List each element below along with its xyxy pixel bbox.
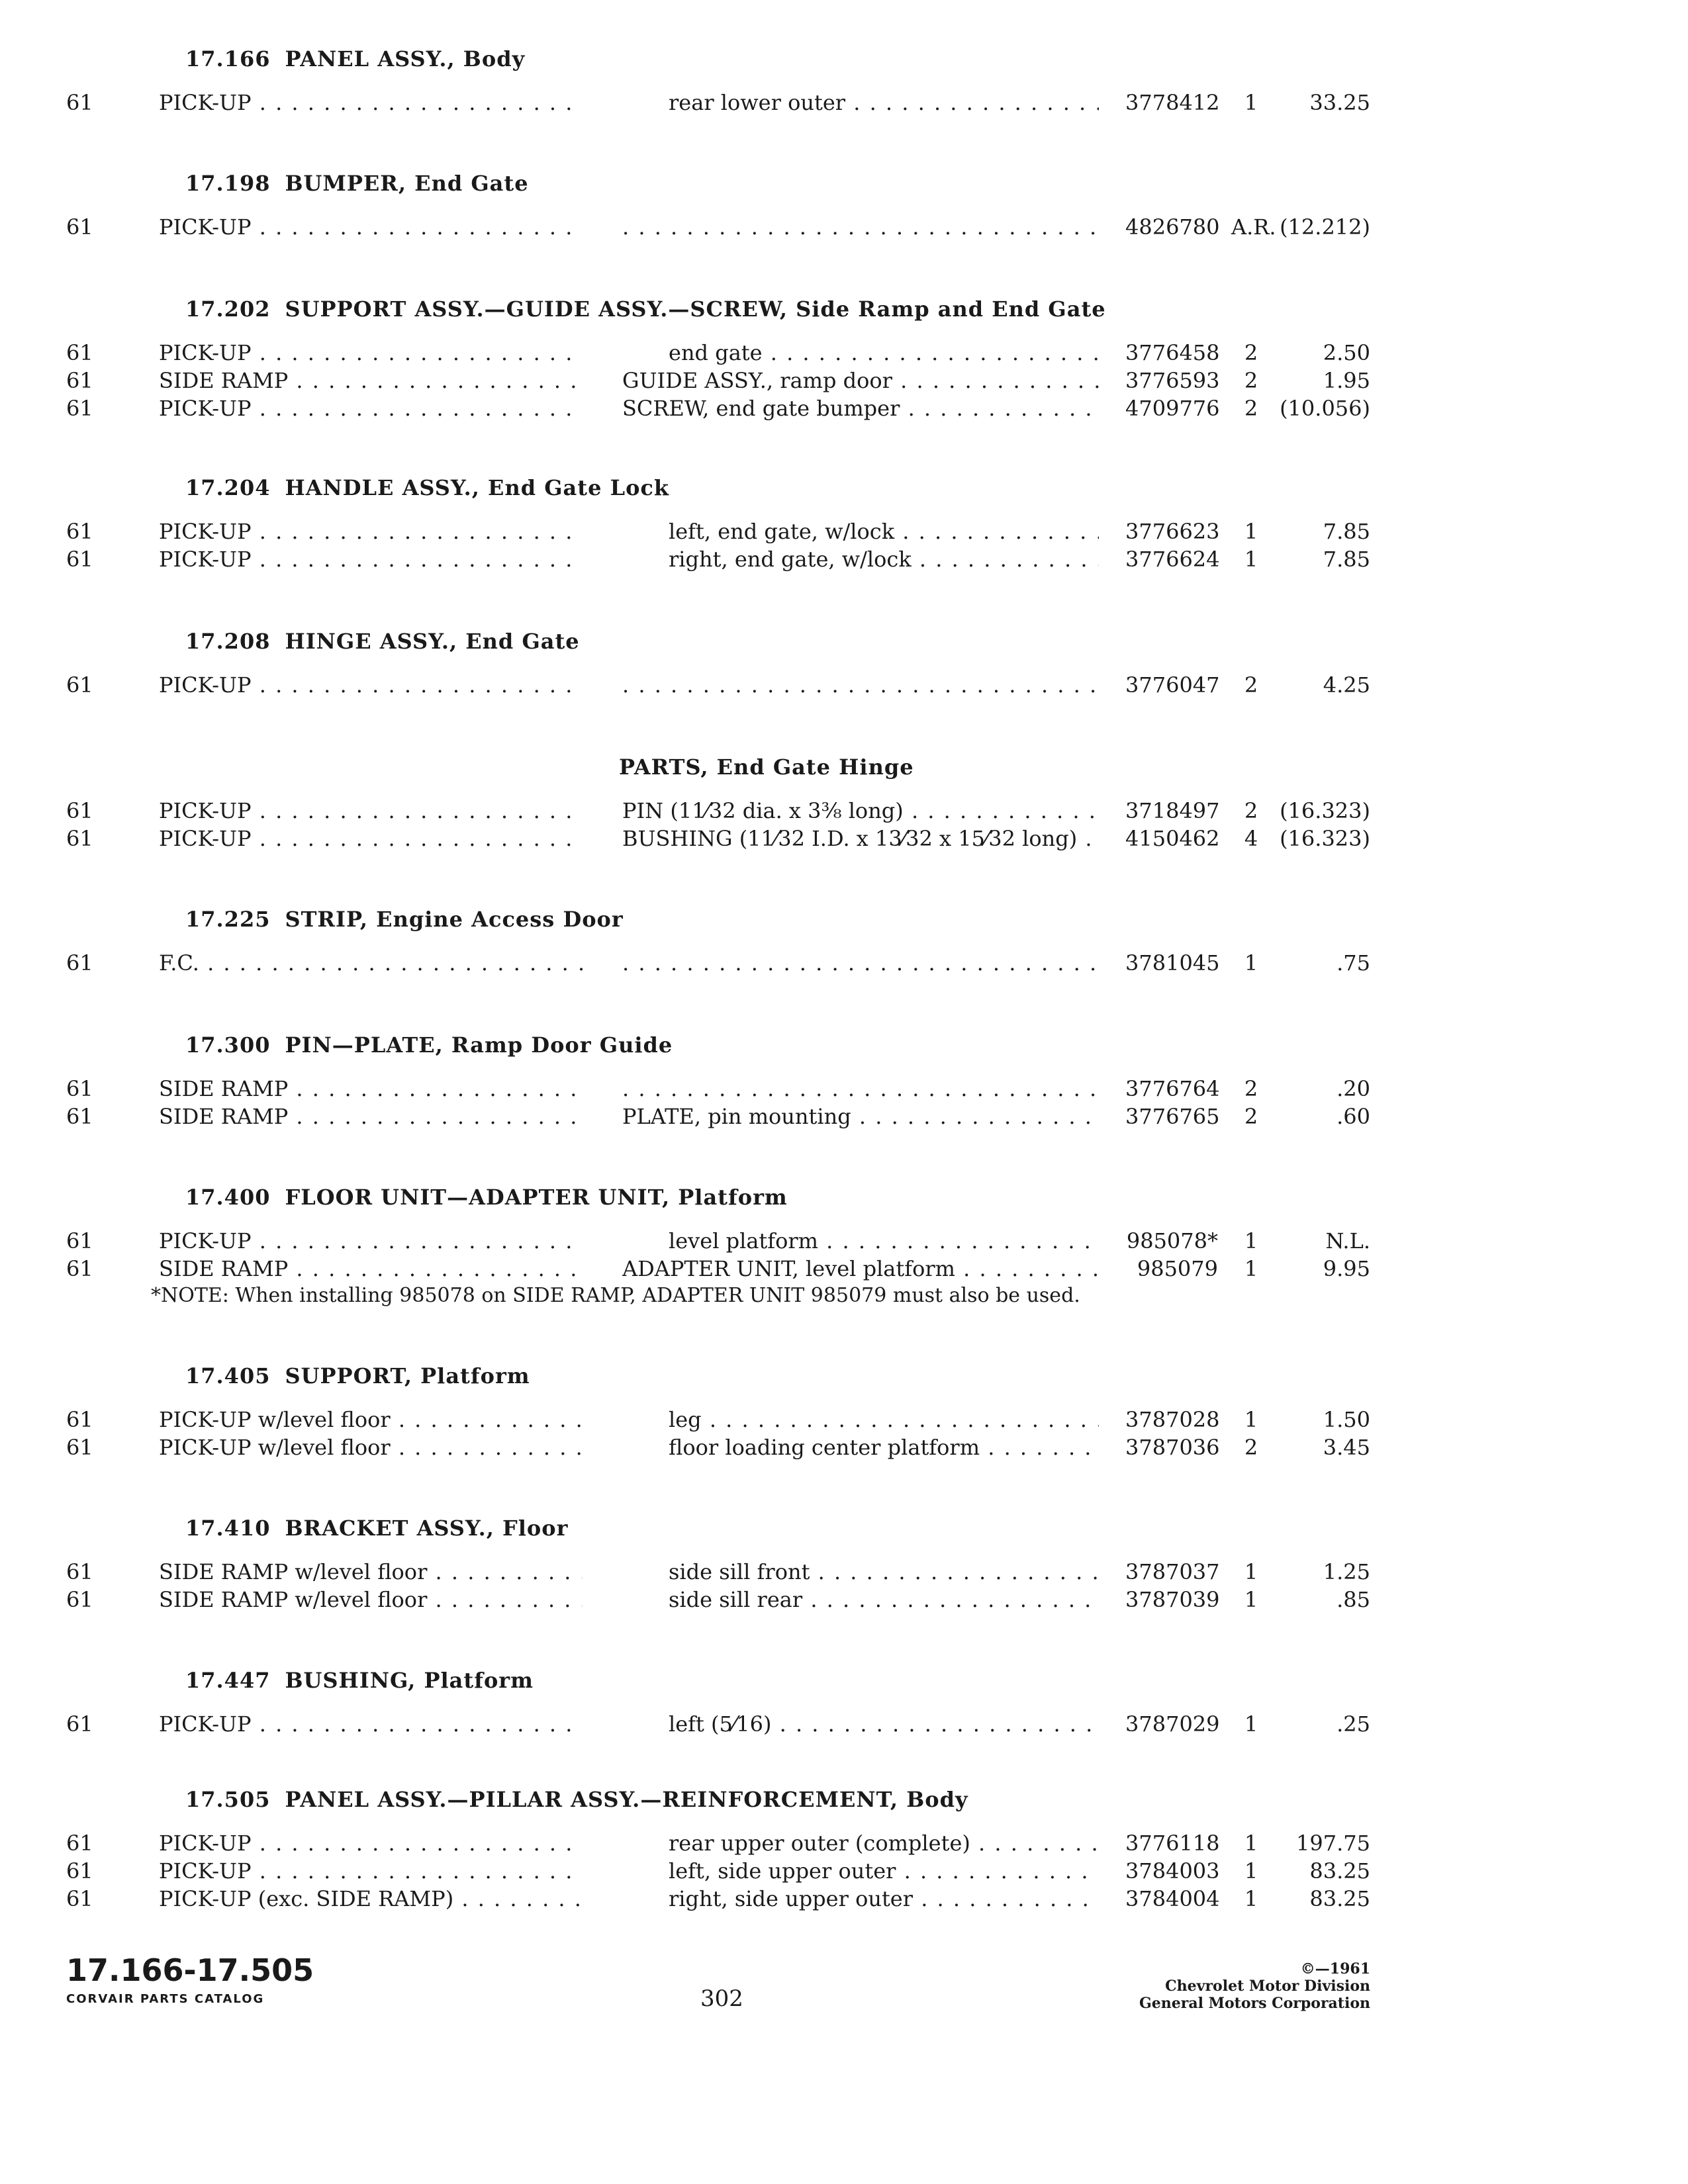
description-cell <box>622 1076 1099 1101</box>
model-cell: PICK-UP . . . <box>159 672 583 698</box>
quantity-cell: 1 <box>1244 950 1258 976</box>
footer-publisher <box>1033 1960 1370 2012</box>
part-number-cell: 3776593 <box>1125 368 1220 393</box>
year-cell: 61 <box>66 1858 93 1884</box>
part-number-cell: 4826780 <box>1125 214 1220 240</box>
description-cell <box>622 950 1099 976</box>
description-cell: BUSHING (11⁄32 I.D. x 13⁄32 x 15⁄32 long) . . . <box>622 826 1099 851</box>
description-cell: leg . . . <box>622 1407 1099 1432</box>
section-heading <box>185 296 1106 322</box>
quantity-cell: 1 <box>1244 519 1258 544</box>
section-heading <box>185 1185 788 1210</box>
year-cell: 61 <box>66 368 93 393</box>
model-cell: PICK-UP . . . <box>159 1228 583 1253</box>
price-cell: 3.45 <box>1323 1435 1370 1460</box>
section-number: 17.505 <box>185 1787 271 1812</box>
quantity-cell: 1 <box>1244 1256 1258 1281</box>
year-cell: 61 <box>66 90 93 115</box>
model-cell: SIDE RAMP w/level floor . . . <box>159 1559 583 1584</box>
section-number: 17.410 <box>185 1516 271 1541</box>
table-row <box>0 1076 1688 1104</box>
part-number-cell: 3787036 <box>1125 1435 1220 1460</box>
description-cell: right, side upper outer . . . <box>622 1886 1099 1911</box>
part-number-cell: 3776624 <box>1125 547 1220 572</box>
model-cell: PICK-UP . . . <box>159 798 583 823</box>
section-title: HANDLE ASSY., End Gate Lock <box>285 475 670 500</box>
section-number: 17.208 <box>185 629 271 654</box>
section-title: PANEL ASSY., Body <box>285 46 526 71</box>
price-cell: 7.85 <box>1323 519 1370 544</box>
description-cell: rear lower outer . . . <box>622 90 1099 115</box>
section-number: 17.204 <box>185 475 271 500</box>
year-cell: 61 <box>66 1587 93 1612</box>
part-number-cell: 985078* <box>1126 1228 1218 1253</box>
table-row <box>0 90 1688 118</box>
model-cell: PICK-UP w/level floor . . . <box>159 1407 583 1432</box>
model-cell: PICK-UP . . . <box>159 826 583 851</box>
year-cell: 61 <box>66 1559 93 1584</box>
year-cell: 61 <box>66 547 93 572</box>
model-cell: F.C. . . . <box>159 950 583 976</box>
page-number: 302 <box>700 1985 743 2012</box>
section-heading <box>185 1787 968 1812</box>
table-row <box>0 1711 1688 1739</box>
year-cell: 61 <box>66 1886 93 1911</box>
model-cell: PICK-UP . . . <box>159 519 583 544</box>
description-cell: left, end gate, w/lock . . . <box>622 519 1099 544</box>
quantity-cell: 2 <box>1244 368 1258 393</box>
table-row <box>0 396 1688 424</box>
table-row <box>0 950 1688 978</box>
section-heading <box>185 907 624 932</box>
section-title: HINGE ASSY., End Gate <box>285 629 580 654</box>
model-cell: SIDE RAMP . . . <box>159 1076 583 1101</box>
description-cell: right, end gate, w/lock . . . <box>622 547 1099 572</box>
year-cell: 61 <box>66 1256 93 1281</box>
price-cell: N.L. <box>1325 1228 1370 1253</box>
description-cell <box>622 214 1099 240</box>
table-row <box>0 1886 1688 1914</box>
table-row <box>0 519 1688 547</box>
price-cell: 197.75 <box>1296 1831 1370 1856</box>
part-number-cell: 3784003 <box>1125 1858 1220 1884</box>
part-number-cell: 3787037 <box>1125 1559 1220 1584</box>
section-number: 17.166 <box>185 46 271 71</box>
quantity-cell: 4 <box>1244 826 1258 851</box>
part-number-cell: 3787028 <box>1125 1407 1220 1432</box>
price-cell: (16.323) <box>1280 826 1370 851</box>
year-cell: 61 <box>66 1228 93 1253</box>
price-cell: 33.25 <box>1309 90 1370 115</box>
part-number-cell: 4709776 <box>1125 396 1220 421</box>
quantity-cell: 1 <box>1244 1407 1258 1432</box>
model-cell: SIDE RAMP w/level floor . . . <box>159 1587 583 1612</box>
quantity-cell: 2 <box>1244 1435 1258 1460</box>
year-cell: 61 <box>66 950 93 976</box>
quantity-cell: 1 <box>1244 90 1258 115</box>
corporation: General Motors Corporation <box>1139 1995 1370 2012</box>
price-cell: .60 <box>1336 1104 1370 1129</box>
quantity-cell: 2 <box>1244 672 1258 698</box>
model-cell: PICK-UP . . . <box>159 90 583 115</box>
part-number-cell: 3784004 <box>1125 1886 1220 1911</box>
price-cell: 83.25 <box>1309 1858 1370 1884</box>
quantity-cell: A.R. <box>1231 214 1276 240</box>
quantity-cell: 1 <box>1244 1831 1258 1856</box>
part-number-cell: 3787029 <box>1125 1711 1220 1737</box>
section-number: 17.198 <box>185 171 271 196</box>
table-row <box>0 798 1688 826</box>
quantity-cell: 2 <box>1244 1076 1258 1101</box>
section-title: SUPPORT, Platform <box>285 1363 530 1388</box>
price-cell: 1.25 <box>1323 1559 1370 1584</box>
price-cell: 1.95 <box>1323 368 1370 393</box>
model-cell: SIDE RAMP . . . <box>159 1256 583 1281</box>
section-heading <box>185 1032 673 1058</box>
description-cell: rear upper outer (complete) . . . <box>622 1831 1099 1856</box>
year-cell: 61 <box>66 798 93 823</box>
section-title: STRIP, Engine Access Door <box>285 907 624 932</box>
model-cell: PICK-UP . . . <box>159 1858 583 1884</box>
model-cell: PICK-UP . . . <box>159 396 583 421</box>
section-title: PARTS, End Gate Hinge <box>619 754 914 780</box>
quantity-cell: 1 <box>1244 1711 1258 1737</box>
price-cell: (10.056) <box>1280 396 1370 421</box>
section-heading <box>185 1668 534 1693</box>
year-cell: 61 <box>66 672 93 698</box>
year-cell: 61 <box>66 519 93 544</box>
section-title: PIN—PLATE, Ramp Door Guide <box>285 1032 673 1058</box>
description-cell: left, side upper outer . . . <box>622 1858 1099 1884</box>
description-cell: left (5⁄16) . . . <box>622 1711 1099 1737</box>
section-number: 17.202 <box>185 296 271 322</box>
year-cell: 61 <box>66 214 93 240</box>
footer-code: 17.166-17.505 <box>66 1952 314 1988</box>
section-number: 17.405 <box>185 1363 271 1388</box>
year-cell: 61 <box>66 1407 93 1432</box>
table-row <box>0 1831 1688 1858</box>
quantity-cell: 2 <box>1244 1104 1258 1129</box>
price-cell: 9.95 <box>1323 1256 1370 1281</box>
price-cell: .85 <box>1336 1587 1370 1612</box>
description-cell: end gate . . . <box>622 340 1099 365</box>
year-cell: 61 <box>66 1831 93 1856</box>
price-cell: 1.50 <box>1323 1407 1370 1432</box>
section-title: BUSHING, Platform <box>285 1668 534 1693</box>
description-cell: side sill front . . . <box>622 1559 1099 1584</box>
part-number-cell: 3776458 <box>1125 340 1220 365</box>
quantity-cell: 1 <box>1244 1858 1258 1884</box>
division: Chevrolet Motor Division <box>1165 1978 1370 1995</box>
section-heading <box>185 1516 568 1541</box>
section-heading <box>185 1363 530 1388</box>
section-title: BUMPER, End Gate <box>285 171 529 196</box>
table-row <box>0 1256 1688 1284</box>
section-title: BRACKET ASSY., Floor <box>285 1516 569 1541</box>
quantity-cell: 1 <box>1244 547 1258 572</box>
price-cell: .75 <box>1336 950 1370 976</box>
section-heading <box>619 754 914 780</box>
description-cell <box>622 672 1099 698</box>
description-cell: level platform . . . <box>622 1228 1099 1253</box>
description-cell: floor loading center platform . . . <box>622 1435 1099 1460</box>
year-cell: 61 <box>66 826 93 851</box>
year-cell: 61 <box>66 1076 93 1101</box>
price-cell: 7.85 <box>1323 547 1370 572</box>
section-heading <box>185 46 525 71</box>
model-cell: PICK-UP . . . <box>159 1831 583 1856</box>
quantity-cell: 1 <box>1244 1228 1258 1253</box>
part-number-cell: 3776047 <box>1125 672 1220 698</box>
price-cell: 83.25 <box>1309 1886 1370 1911</box>
quantity-cell: 2 <box>1244 798 1258 823</box>
table-row <box>0 1435 1688 1463</box>
part-number-cell: 3776765 <box>1125 1104 1220 1129</box>
price-cell: .20 <box>1336 1076 1370 1101</box>
table-row <box>0 1559 1688 1587</box>
part-number-cell: 985079 <box>1137 1256 1218 1281</box>
section-number: 17.400 <box>185 1185 271 1210</box>
table-row <box>0 1407 1688 1435</box>
table-row <box>0 1858 1688 1886</box>
model-cell: SIDE RAMP . . . <box>159 1104 583 1129</box>
year-cell: 61 <box>66 1435 93 1460</box>
description-cell: ADAPTER UNIT, level platform . . . <box>622 1256 1099 1281</box>
model-cell: PICK-UP . . . <box>159 547 583 572</box>
table-row <box>0 340 1688 368</box>
table-row <box>0 1104 1688 1132</box>
part-number-cell: 3776623 <box>1125 519 1220 544</box>
part-number-cell: 3776764 <box>1125 1076 1220 1101</box>
model-cell: PICK-UP . . . <box>159 1711 583 1737</box>
price-cell: 2.50 <box>1323 340 1370 365</box>
section-heading <box>185 475 669 500</box>
description-cell: PIN (11⁄32 dia. x 3⅜ long) . . . <box>622 798 1099 823</box>
year-cell: 61 <box>66 1711 93 1737</box>
table-row <box>0 214 1688 242</box>
year-cell: 61 <box>66 1104 93 1129</box>
table-row <box>0 1587 1688 1615</box>
section-number: 17.300 <box>185 1032 271 1058</box>
year-cell: 61 <box>66 396 93 421</box>
quantity-cell: 1 <box>1244 1559 1258 1584</box>
footer-catalog-name: CORVAIR PARTS CATALOG <box>66 1992 265 2006</box>
section-title: SUPPORT ASSY.—GUIDE ASSY.—SCREW, Side Ramp and End Gate <box>285 296 1106 322</box>
section-number: 17.225 <box>185 907 271 932</box>
quantity-cell: 1 <box>1244 1587 1258 1612</box>
section-number: 17.447 <box>185 1668 271 1693</box>
table-row <box>0 1228 1688 1256</box>
part-number-cell: 3781045 <box>1125 950 1220 976</box>
quantity-cell: 1 <box>1244 1886 1258 1911</box>
model-cell: PICK-UP . . . <box>159 214 583 240</box>
table-row <box>0 826 1688 854</box>
section-heading <box>185 629 580 654</box>
price-cell: 4.25 <box>1323 672 1370 698</box>
table-row <box>0 368 1688 396</box>
description-cell: GUIDE ASSY., ramp door . . . <box>622 368 1099 393</box>
copyright: ©—1961 <box>1300 1960 1370 1978</box>
section-title: PANEL ASSY.—PILLAR ASSY.—REINFORCEMENT, Body <box>285 1787 968 1812</box>
model-cell: PICK-UP w/level floor . . . <box>159 1435 583 1460</box>
price-cell: .25 <box>1336 1711 1370 1737</box>
part-number-cell: 3718497 <box>1125 798 1220 823</box>
price-cell: (16.323) <box>1280 798 1370 823</box>
model-cell: PICK-UP (exc. SIDE RAMP) . . . <box>159 1886 583 1911</box>
section-title: FLOOR UNIT—ADAPTER UNIT, Platform <box>285 1185 788 1210</box>
quantity-cell: 2 <box>1244 340 1258 365</box>
description-cell: PLATE, pin mounting . . . <box>622 1104 1099 1129</box>
section-note: *NOTE: When installing 985078 on SIDE RAMP, ADAPTER UNIT 985079 must also be used. <box>151 1284 1080 1307</box>
table-row <box>0 672 1688 700</box>
model-cell: PICK-UP . . . <box>159 340 583 365</box>
price-cell: (12.212) <box>1280 214 1370 240</box>
quantity-cell: 2 <box>1244 396 1258 421</box>
year-cell: 61 <box>66 340 93 365</box>
table-row <box>0 547 1688 574</box>
section-heading <box>185 171 529 196</box>
description-cell: side sill rear . . . <box>622 1587 1099 1612</box>
part-number-cell: 3776118 <box>1125 1831 1220 1856</box>
part-number-cell: 4150462 <box>1125 826 1220 851</box>
description-cell: SCREW, end gate bumper . . . <box>622 396 1099 421</box>
part-number-cell: 3778412 <box>1125 90 1220 115</box>
part-number-cell: 3787039 <box>1125 1587 1220 1612</box>
model-cell: SIDE RAMP . . . <box>159 368 583 393</box>
